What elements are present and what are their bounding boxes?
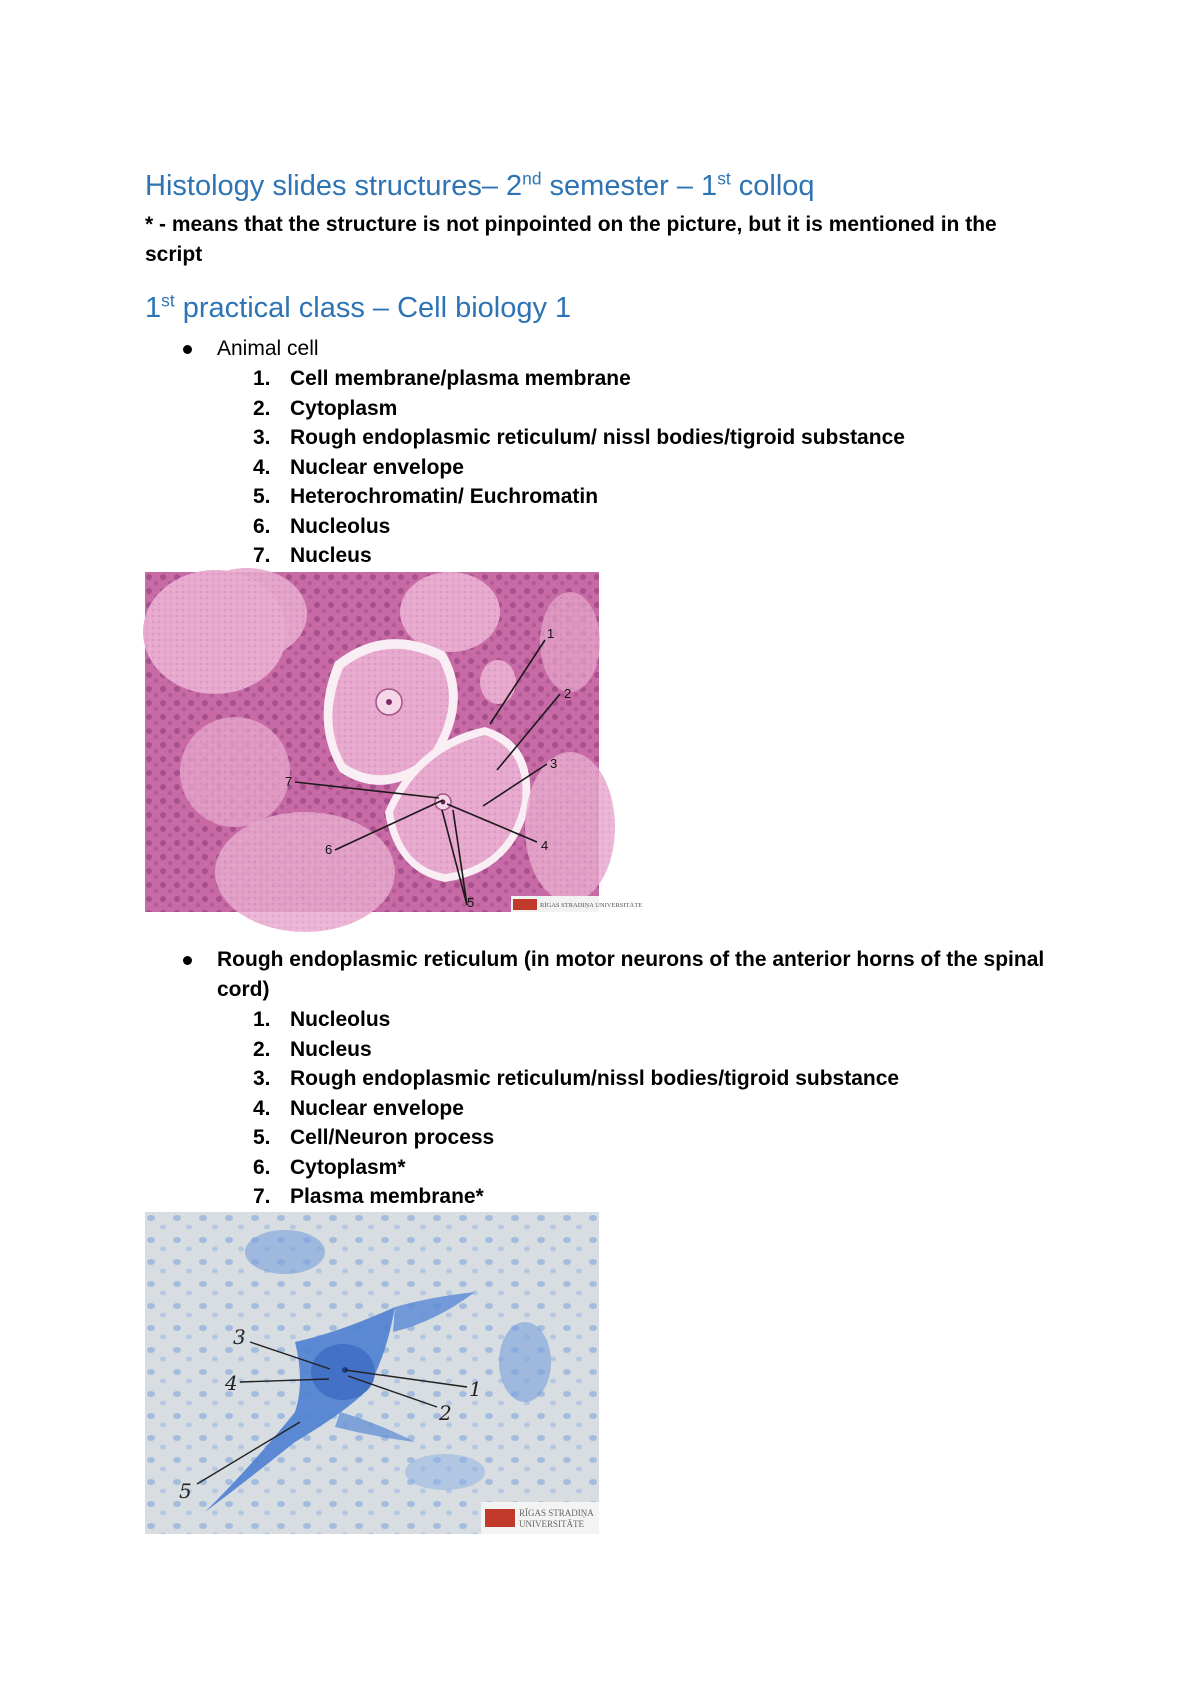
figure-label: 7 <box>285 774 293 789</box>
figure-label: 6 <box>325 842 333 857</box>
svg-text:RĪGAS STRADIŅA UNIVERSITĀTE: RĪGAS STRADIŅA UNIVERSITĀTE <box>540 902 643 909</box>
figure-label: 3 <box>233 1325 246 1349</box>
university-logo-icon <box>513 899 537 910</box>
university-logo-icon <box>485 1509 515 1527</box>
rough-er-block <box>145 945 1065 1212</box>
figure-label: 1 <box>469 1377 482 1401</box>
figure-label: 4 <box>541 838 549 853</box>
list-item: 5. Cell/Neuron process <box>253 1126 495 1149</box>
figure-label: 2 <box>439 1401 452 1425</box>
bullet-animal-cell: Animal cell <box>145 334 1065 364</box>
list-item: 7. Nucleus <box>253 544 372 567</box>
animal-cell-micrograph <box>145 572 643 912</box>
asterisk-note: * - means that the structure is not pinpointed on the picture, but it is mentioned in the script <box>145 213 997 266</box>
figure-label: 4 <box>225 1371 238 1395</box>
list-item: 1. Cell membrane/plasma membrane <box>253 367 631 390</box>
list-item: 3. Rough endoplasmic reticulum/nissl bodies/tigroid substance <box>253 1067 900 1090</box>
figure-label: 3 <box>550 756 558 771</box>
list-item: 6. Nucleolus <box>253 514 391 538</box>
list-item: 3. Rough endoplasmic reticulum/ nissl bodies/tigroid substance <box>253 426 905 449</box>
figure-label: 5 <box>467 895 475 910</box>
section-heading-cell-biology-1: 1st practical class – Cell biology 1 <box>145 290 572 324</box>
rough-er-list <box>145 1005 1065 1212</box>
bullet-rough-er: Rough endoplasmic reticulum (in motor neurons of the anterior horns of the spinal cord) <box>145 945 1065 1005</box>
motor-neuron-micrograph <box>145 1212 599 1534</box>
list-item: 4. Nuclear envelope <box>253 1096 464 1120</box>
list-item: 4. Nuclear envelope <box>253 455 464 479</box>
figure-label: 5 <box>179 1479 192 1503</box>
figure-label: 1 <box>547 626 555 641</box>
list-item: 2. Cytoplasm <box>253 396 398 420</box>
svg-text:UNIVERSITĀTE: UNIVERSITĀTE <box>519 1519 584 1529</box>
list-item: 1. Nucleolus <box>253 1008 391 1031</box>
figure-label: 2 <box>564 686 572 701</box>
svg-text:RĪGAS STRADIŅA: RĪGAS STRADIŅA <box>519 1508 594 1518</box>
list-item: 7. Plasma membrane* <box>253 1185 484 1208</box>
animal-cell-list <box>145 364 1065 571</box>
bullet-icon <box>183 345 192 354</box>
list-item: 6. Cytoplasm* <box>253 1155 406 1179</box>
document-title: Histology slides structures– 2nd semester – 1st colloq <box>145 168 815 202</box>
animal-cell-block <box>145 334 1065 571</box>
bullet-icon <box>183 956 192 965</box>
list-item: 2. Nucleus <box>253 1037 372 1061</box>
list-item: 5. Heterochromatin/ Euchromatin <box>253 485 599 508</box>
